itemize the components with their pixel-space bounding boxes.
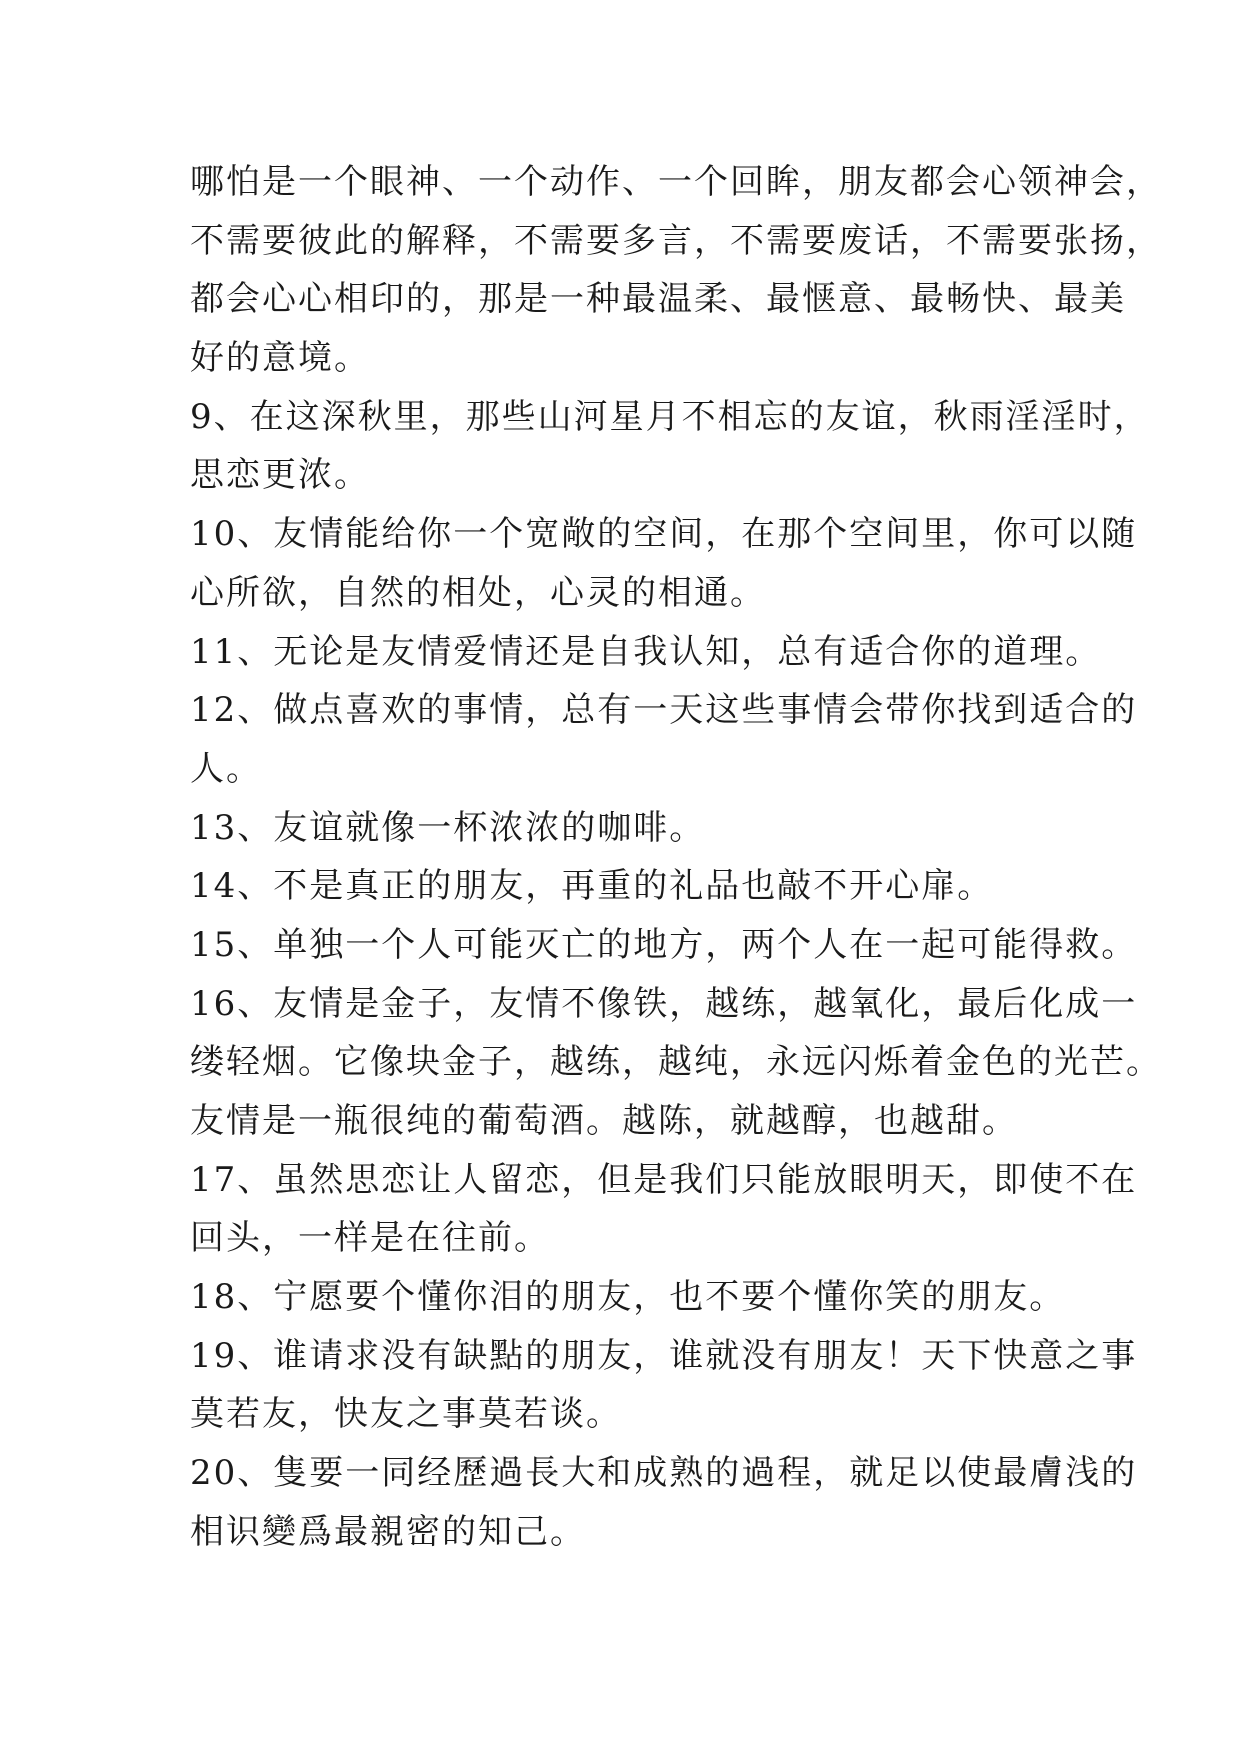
text-line: 13、友谊就像一杯浓浓的咖啡。 — [190, 807, 706, 848]
text-line: 18、宁愿要个懂你泪的朋友，也不要个懂你笑的朋友。 — [190, 1277, 1066, 1318]
text-line: 19、谁请求没有缺點的朋友，谁就没有朋友！天下快意之事 — [190, 1335, 1138, 1376]
text-line: 心所欲，自然的相处，心灵的相通。 — [190, 572, 766, 613]
text-line: 人。 — [190, 748, 262, 789]
text-line: 16、友情是金子，友情不像铁，越练，越氧化，最后化成一 — [190, 983, 1138, 1024]
text-line: 思恋更浓。 — [190, 455, 370, 496]
text-line: 11、无论是友情爱情还是自我认知，总有适合你的道理。 — [190, 631, 1102, 672]
body-text — [190, 153, 1162, 1562]
text-line: 相识變爲最親密的知己。 — [190, 1511, 586, 1552]
text-line: 好的意境。 — [190, 338, 370, 379]
text-line: 17、虽然思恋让人留恋，但是我们只能放眼明天，即使不在 — [190, 1159, 1138, 1200]
text-line: 友情是一瓶很纯的葡萄酒。越陈，就越醇，也越甜。 — [190, 1101, 1018, 1141]
text-line: 9、在这深秋里，那些山河星月不相忘的友谊，秋雨淫淫时， — [190, 396, 1150, 437]
text-line: 都会心心相印的，那是一种最温柔、最惬意、最畅快、最美 — [190, 279, 1126, 320]
text-line: 回头，一样是在往前。 — [190, 1218, 550, 1259]
text-line: 缕轻烟。它像块金子，越练，越纯，永远闪烁着金色的光芒。 — [190, 1042, 1162, 1083]
text-line: 哪怕是一个眼神、一个动作、一个回眸，朋友都会心领神会， — [190, 162, 1162, 202]
text-line: 12、做点喜欢的事情，总有一天这些事情会带你找到适合的 — [190, 690, 1138, 731]
text-line: 14、不是真正的朋友，再重的礼品也敲不开心扉。 — [190, 866, 994, 907]
text-line: 10、友情能给你一个宽敞的空间，在那个空间里，你可以随 — [190, 514, 1138, 555]
text-line: 20、隻要一同经歷過長大和成熟的過程，就足以使最膚浅的 — [190, 1453, 1138, 1494]
text-line: 不需要彼此的解释，不需要多言，不需要废话，不需要张扬， — [190, 220, 1162, 261]
text-line: 莫若友，快友之事莫若谈。 — [190, 1394, 622, 1435]
text-line: 15、单独一个人可能灭亡的地方，两个人在一起可能得救。 — [190, 924, 1138, 965]
